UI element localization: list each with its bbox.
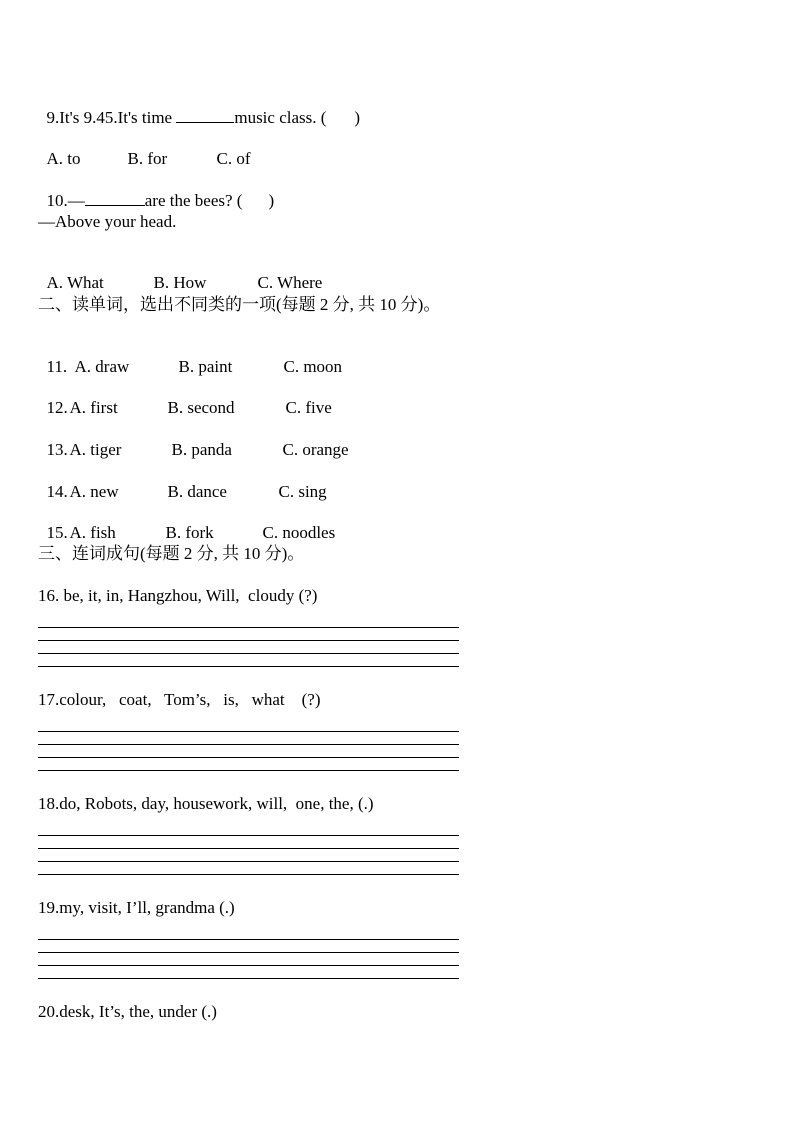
section-3-title: 三、连词成句(每题 2 分, 共 10 分)。: [38, 544, 305, 563]
question-17: 17.colour, coat, Tom’s, is, what (?): [38, 690, 321, 709]
option-b: B. paint: [178, 357, 233, 376]
option-c: C. orange: [282, 440, 349, 459]
writing-line[interactable]: [38, 731, 459, 732]
question-10-prefix: 10.—: [46, 191, 85, 210]
question-number: 12.: [46, 398, 68, 417]
writing-line[interactable]: [38, 627, 459, 628]
question-9: [38, 87, 360, 128]
answer-lines-19[interactable]: [38, 939, 459, 991]
writing-line[interactable]: [38, 666, 459, 667]
option-c: C. moon: [283, 357, 343, 376]
writing-line[interactable]: [38, 835, 459, 836]
writing-line[interactable]: [38, 848, 459, 849]
question-20: 20.desk, It’s, the, under (.): [38, 1002, 217, 1021]
writing-line[interactable]: [38, 978, 459, 979]
writing-line[interactable]: [38, 965, 459, 966]
option-c: C. five: [285, 398, 332, 417]
option-a: A. first: [69, 398, 118, 417]
answer-blank[interactable]: [176, 107, 234, 123]
option-b: B. fork: [165, 523, 214, 542]
option-a: A. What: [46, 273, 104, 292]
option-b: B. panda: [171, 440, 232, 459]
paren-close: ): [354, 108, 361, 127]
answer-lines-18[interactable]: [38, 835, 459, 887]
option-b: B. dance: [167, 482, 227, 501]
option-c: C. Where: [257, 273, 323, 292]
option-b: B. How: [153, 273, 207, 292]
question-18: 18.do, Robots, day, housework, will, one, the, (.): [38, 794, 374, 813]
question-9-suffix: music class. (: [234, 108, 327, 127]
question-number: 14.: [46, 482, 68, 501]
writing-line[interactable]: [38, 861, 459, 862]
question-10-answer-line: —Above your head.: [38, 212, 177, 231]
question-14: [38, 462, 327, 502]
option-c: C. noodles: [262, 523, 336, 542]
question-9-prefix: 9.It's 9.45.It's time: [46, 108, 177, 127]
writing-line[interactable]: [38, 653, 459, 654]
answer-blank[interactable]: [85, 190, 145, 206]
writing-line[interactable]: [38, 952, 459, 953]
option-a: A. new: [69, 482, 119, 501]
question-10: [38, 170, 274, 211]
option-a: A. draw: [74, 357, 130, 376]
writing-line[interactable]: [38, 939, 459, 940]
option-b: B. for: [127, 149, 168, 168]
option-a: A. fish: [69, 523, 116, 542]
question-19: 19.my, visit, I’ll, grandma (.): [38, 898, 235, 917]
question-15: [38, 503, 335, 543]
section-2-title: 二、读单词，选出不同类的一项(每题 2 分, 共 10 分)。: [38, 295, 441, 314]
option-a: A. to: [46, 149, 81, 168]
question-12: [38, 378, 332, 418]
option-c: C. sing: [278, 482, 327, 501]
answer-lines-17[interactable]: [38, 731, 459, 783]
writing-line[interactable]: [38, 874, 459, 875]
option-a: A. tiger: [69, 440, 122, 459]
writing-line[interactable]: [38, 640, 459, 641]
question-10-options: [38, 253, 322, 293]
answer-lines-16[interactable]: [38, 627, 459, 679]
question-9-options: [38, 129, 251, 169]
writing-line[interactable]: [38, 757, 459, 758]
question-number: 11.: [46, 357, 72, 376]
question-number: 15.: [46, 523, 68, 542]
question-number: 13.: [46, 440, 68, 459]
writing-line[interactable]: [38, 744, 459, 745]
question-16: 16. be, it, in, Hangzhou, Will, cloudy (?): [38, 586, 318, 605]
question-11: [38, 337, 342, 377]
question-13: [38, 420, 349, 460]
paren-close: ): [268, 191, 275, 210]
option-b: B. second: [167, 398, 235, 417]
writing-line[interactable]: [38, 770, 459, 771]
question-10-suffix: are the bees? (: [144, 191, 243, 210]
option-c: C. of: [216, 149, 251, 168]
